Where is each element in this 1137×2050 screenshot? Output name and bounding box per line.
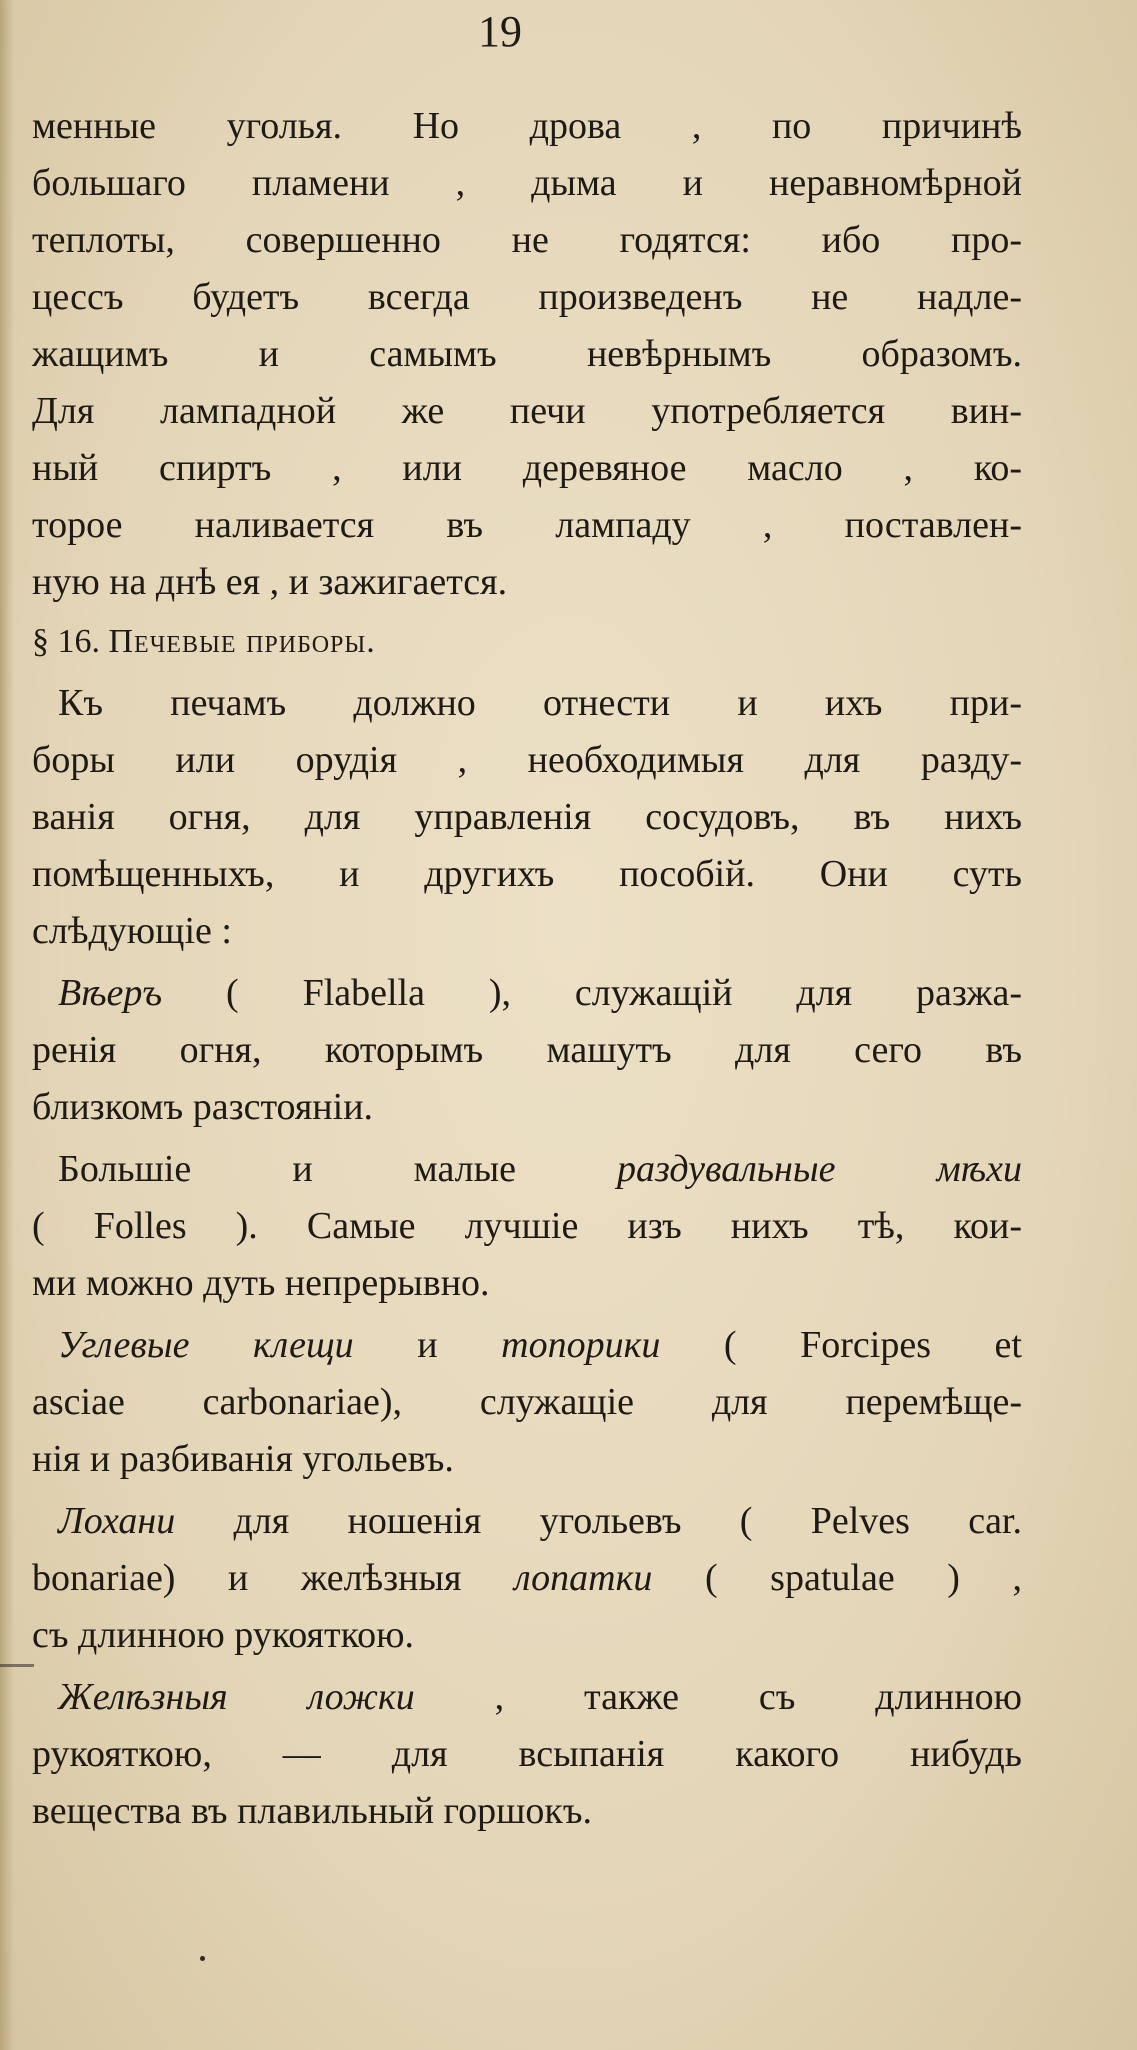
text-line: Къ печамъ должно отнести и ихъ при- xyxy=(58,682,1022,724)
text-run: для ношенія угольевъ ( Pelves car. xyxy=(175,1500,1022,1542)
text-line: большаго пламени , дыма и неравномѣрной xyxy=(32,162,1022,204)
text-line: теплоты, совершенно не годятся: ибо про- xyxy=(32,219,1022,261)
text-line: нія и разбиванія угольевъ. xyxy=(32,1438,454,1480)
ink-speck xyxy=(200,1956,205,1961)
paragraph-intro-cont xyxy=(32,732,1022,960)
text-line: цессъ будетъ всегда произведенъ не надле- xyxy=(32,276,1022,318)
text-line xyxy=(32,1550,1022,1607)
margin-mark xyxy=(0,1664,34,1667)
item-bellows-cont xyxy=(32,1198,1022,1312)
term-bellows: раздувальные мѣхи xyxy=(617,1148,1022,1190)
term-tongs: Углевые клещи xyxy=(58,1324,354,1366)
item-spoons xyxy=(32,1669,1022,1726)
text-line xyxy=(58,1493,1022,1550)
text-line xyxy=(58,1669,1022,1726)
term-hatchets: топорики xyxy=(501,1324,661,1366)
text-run: ( spatulae ) , xyxy=(652,1557,1022,1599)
text-line: рукояткою, — для всыпанія какого нибудь xyxy=(32,1733,1022,1775)
text-line xyxy=(58,1141,1022,1198)
text-line: ный спиртъ , или деревяное масло , ко- xyxy=(32,447,1022,489)
text-line: Для лампадной же печи употребляется вин- xyxy=(32,390,1022,432)
paragraph-intro xyxy=(32,675,1022,732)
text-line: ную на днѣ ея , и зажигается. xyxy=(32,561,508,603)
text-run: ( Forcipes et xyxy=(660,1324,1022,1366)
item-pans-cont xyxy=(32,1550,1022,1664)
term-fan: Вѣеръ xyxy=(58,972,163,1014)
paragraph-continued xyxy=(32,98,1022,611)
text-line: вещества въ плавильный горшокъ. xyxy=(32,1790,593,1832)
term-pans: Лохани xyxy=(58,1500,176,1542)
item-bellows xyxy=(32,1141,1022,1198)
text-line: съ длинною рукояткою. xyxy=(32,1614,415,1656)
section-title: Печевые приборы. xyxy=(108,623,376,660)
text-line: ренія огня, которымъ машутъ для сего въ xyxy=(32,1029,1022,1071)
text-run: и xyxy=(353,1324,502,1366)
text-run: , также съ длинною xyxy=(414,1676,1022,1718)
text-line xyxy=(58,1317,1022,1374)
item-pans xyxy=(32,1493,1022,1550)
text-line: ванія огня, для управленія сосудовъ, въ нихъ xyxy=(32,796,1022,838)
item-tongs xyxy=(32,1317,1022,1374)
page-spine-shadow xyxy=(0,0,14,2050)
section-heading xyxy=(32,613,1022,670)
text-line: близкомъ разстояніи. xyxy=(32,1086,374,1128)
text-line xyxy=(58,965,1022,1022)
text-line: помѣщенныхъ, и другихъ пособій. Они суть xyxy=(32,853,1022,895)
page-body xyxy=(32,98,1022,1840)
text-line: менные уголья. Но дрова , по причинѣ xyxy=(32,105,1022,147)
item-fan-cont xyxy=(32,1022,1022,1136)
item-fan xyxy=(32,965,1022,1022)
page-number: 19 xyxy=(478,7,522,56)
item-tongs-cont xyxy=(32,1374,1022,1488)
text-line: жащимъ и самымъ невѣрнымъ образомъ. xyxy=(32,333,1022,375)
text-run: Большіе и малые xyxy=(58,1148,618,1190)
text-line: торое наливается въ лампаду , поставлен- xyxy=(32,504,1022,546)
text-run: bonariae) и желѣзныя xyxy=(32,1557,515,1599)
term-spatulas: лопатки xyxy=(514,1557,653,1599)
section-number: § 16. xyxy=(32,623,100,660)
text-line: ми можно дуть непрерывно. xyxy=(32,1262,490,1304)
item-spoons-cont xyxy=(32,1726,1022,1840)
text-run: ( Flabella ), служащій для разжа- xyxy=(162,972,1022,1014)
text-line: слѣдующіе : xyxy=(32,910,232,952)
term-spoons: Желѣзныя ложки xyxy=(58,1676,415,1718)
text-line: ( Folles ). Самые лучшіе изъ нихъ тѣ, кои- xyxy=(32,1205,1022,1247)
text-line: asciae carbonariae), служащіе для перемѣще- xyxy=(32,1381,1022,1423)
text-line: боры или орудія , необходимыя для разду- xyxy=(32,739,1022,781)
